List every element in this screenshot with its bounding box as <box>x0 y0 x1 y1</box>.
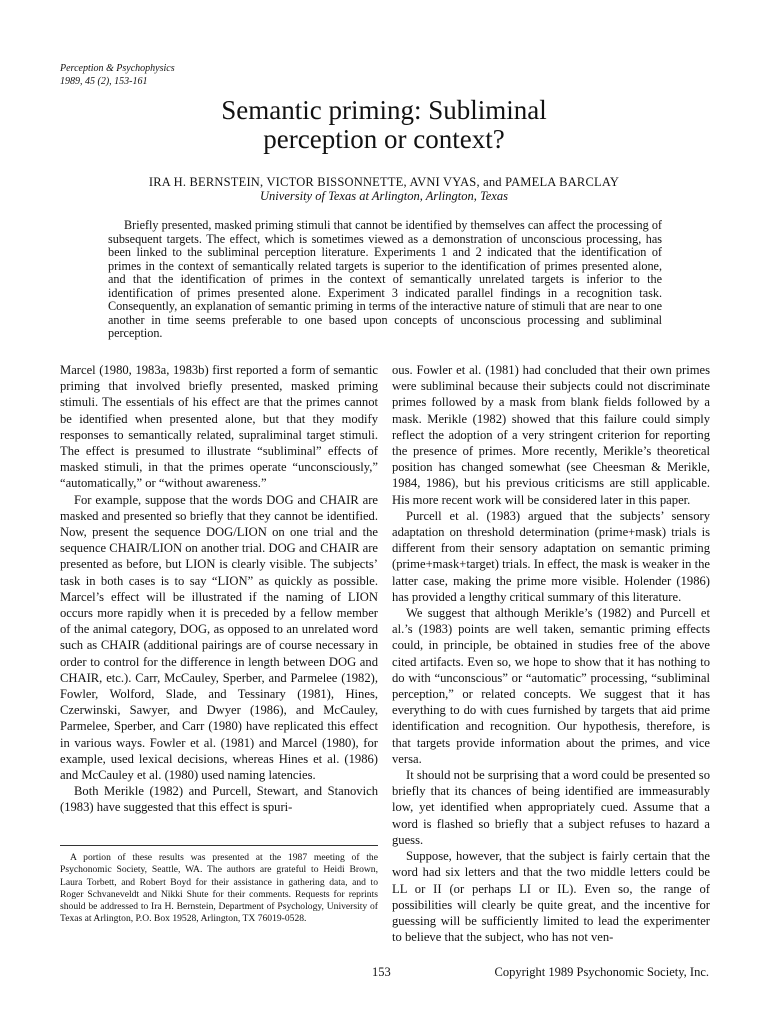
body-column-left <box>60 362 378 816</box>
paragraph: Purcell et al. (1983) argued that the subjects’ sensory adaptation on threshold determination (prime+mask) trials is different from their sensory adaptation on semantic priming (prime+mask+target) trials. In effect, the mask is weaker in the latter case, making the prime more visible. Holender (1986) has provided a lengthy critical summary of this literature. <box>392 508 710 604</box>
paragraph: Suppose, however, that the subject is fairly certain that the word had six letters and that the two middle letters could be LL or II (or perhaps LI or IL). Even so, the range of possibilities will clearly be quite great, and the incentive for guessing will be sufficiently limited to lead the experimenter to believe that the subject, who has not ven- <box>392 849 710 945</box>
journal-header <box>60 62 175 88</box>
author-list: IRA H. BERNSTEIN, VICTOR BISSONNETTE, AVNI VYAS, and PAMELA BARCLAY <box>148 175 620 189</box>
paper-title <box>0 96 768 154</box>
paragraph: It should not be surprising that a word could be presented so briefly that its chances of being identified are immeasurably low, yet identified when appropriately cued. Assume that a word is flashed so briefly that a subject refuses to hazard a guess. <box>392 768 710 847</box>
journal-citation: 1989, 45 (2), 153-161 <box>60 76 148 87</box>
paragraph: For example, suppose that the words DOG and CHAIR are masked and presented so briefly that they cannot be identified. Now, present the sequence DOG/LION on one trial and the sequence CHAIR/LION on another trial. DOG and CHAIR are presented as before, but LION is clearly visible. The subjects’ task in both cases is to say “LION” as quickly as possible. Marcel’s effect will be illustrated if the naming of LION occurs more rapidly when it is preceded by a fellow member of the animal category, DOG, as opposed to an unrelated word such as CHAIR (additional pairings are of course necessary in order to control for the difference in length between DOG and CHAIR, etc.). Carr, McCauley, Sperber, and Parmelee (1982), Fowler, Wolford, Slade, and Tessinary (1981), Hines, Czerwinski, Sawyer, and Dwyer (1986), and McCauley, Parmelee, Sperber, and Carr (1980) have replicated this effect in various ways. Fowler et al. (1981) and Marcel (1980), for example, used lexical decisions, whereas Hines et al. (1986) and McCauley et al. (1980) used naming latencies. <box>60 492 378 783</box>
body-column-right <box>392 362 710 945</box>
paragraph: Both Merikle (1982) and Purcell, Stewart, and Stanovich (1983) have suggested that this effect is spuri- <box>60 784 378 815</box>
footnote: A portion of these results was presented at the 1987 meeting of the Psychonomic Society, Seattle, WA. The authors are grateful to Heidi Brown, Laura Torbett, and Robert Boyd for their assistance in gathering data, and to Roger Schvaneveldt and Nikki Shute for their comments. Requests for reprints should be addressed to Ira H. Bernstein, Department of Psychology, University of Texas at Arlington, P.O. Box 19528, Arlington, TX 76019-0528. <box>60 852 378 925</box>
paragraph: ous. Fowler et al. (1981) had concluded that their own primes were subliminal because their subjects could not discriminate primes followed by a mask from blank fields followed by a mask. Merikle (1982) showed that this failure could simply reflect the adoption of a very stringent criterion for reporting the presence of primes. More recently, Merikle’s theoretical position has changed somewhat (see Cheesman & Merikle, 1984, 1986), but his previous criticisms are still applicable. His more recent work will be considered later in this paper. <box>392 363 710 507</box>
paragraph: We suggest that although Merikle’s (1982) and Purcell et al.’s (1983) points are well taken, semantic priming effects could, in principle, be obtained in studies free of the above cited artifacts. Even so, we hope to show that it has nothing to do with “unconscious” or “automatic” processing, “subliminal perception,” or related concepts. We suggest that it has everything to do with cues furnished by targets that aid prime identification and recognition. Our hypothesis, therefore, is that targets provide information about the primes, and vice versa. <box>392 606 710 766</box>
journal-name: Perception & Psychophysics <box>60 63 175 74</box>
title-line-1: Semantic priming: Subliminal <box>221 95 547 125</box>
paragraph: Marcel (1980, 1983a, 1983b) first reported a form of semantic priming that involved briefly presented, masked priming stimuli. The essentials of his effect are that the primes cannot be identified when presented alone, but that they modify responses to semantically related, supraliminal target stimuli. The effect is presumed to illustrate “subliminal” effects of masked stimuli, in that the primes operate “unconsciously,” “automatically,” or “without awareness.” <box>60 363 378 491</box>
page-number: 153 <box>372 965 391 979</box>
copyright-notice: Copyright 1989 Psychonomic Society, Inc. <box>494 965 709 979</box>
abstract: Briefly presented, masked priming stimuli that cannot be identified by themselves can affect the processing of subsequent targets. The effect, which is sometimes viewed as a demonstration of unconscious processing, has been linked to the subliminal perception literature. Experiments 1 and 2 indicated that the identification of primes in the context of semantically related targets is superior to the identification of primes presented alone, and that the identification of primes in the context of semantically unrelated targets is inferior to the identification of primes presented alone. Experiment 3 indicated parallel findings in a recognition task. Consequently, an explanation of semantic priming in terms of the interactive nature of stimuli that are near to one another in time seems preferable to one based upon concepts of unconscious processing and subliminal perception. <box>108 218 662 340</box>
footnote-divider <box>60 845 378 846</box>
author-affiliation: University of Texas at Arlington, Arlington, Texas <box>260 189 508 203</box>
title-line-2: perception or context? <box>263 124 505 154</box>
